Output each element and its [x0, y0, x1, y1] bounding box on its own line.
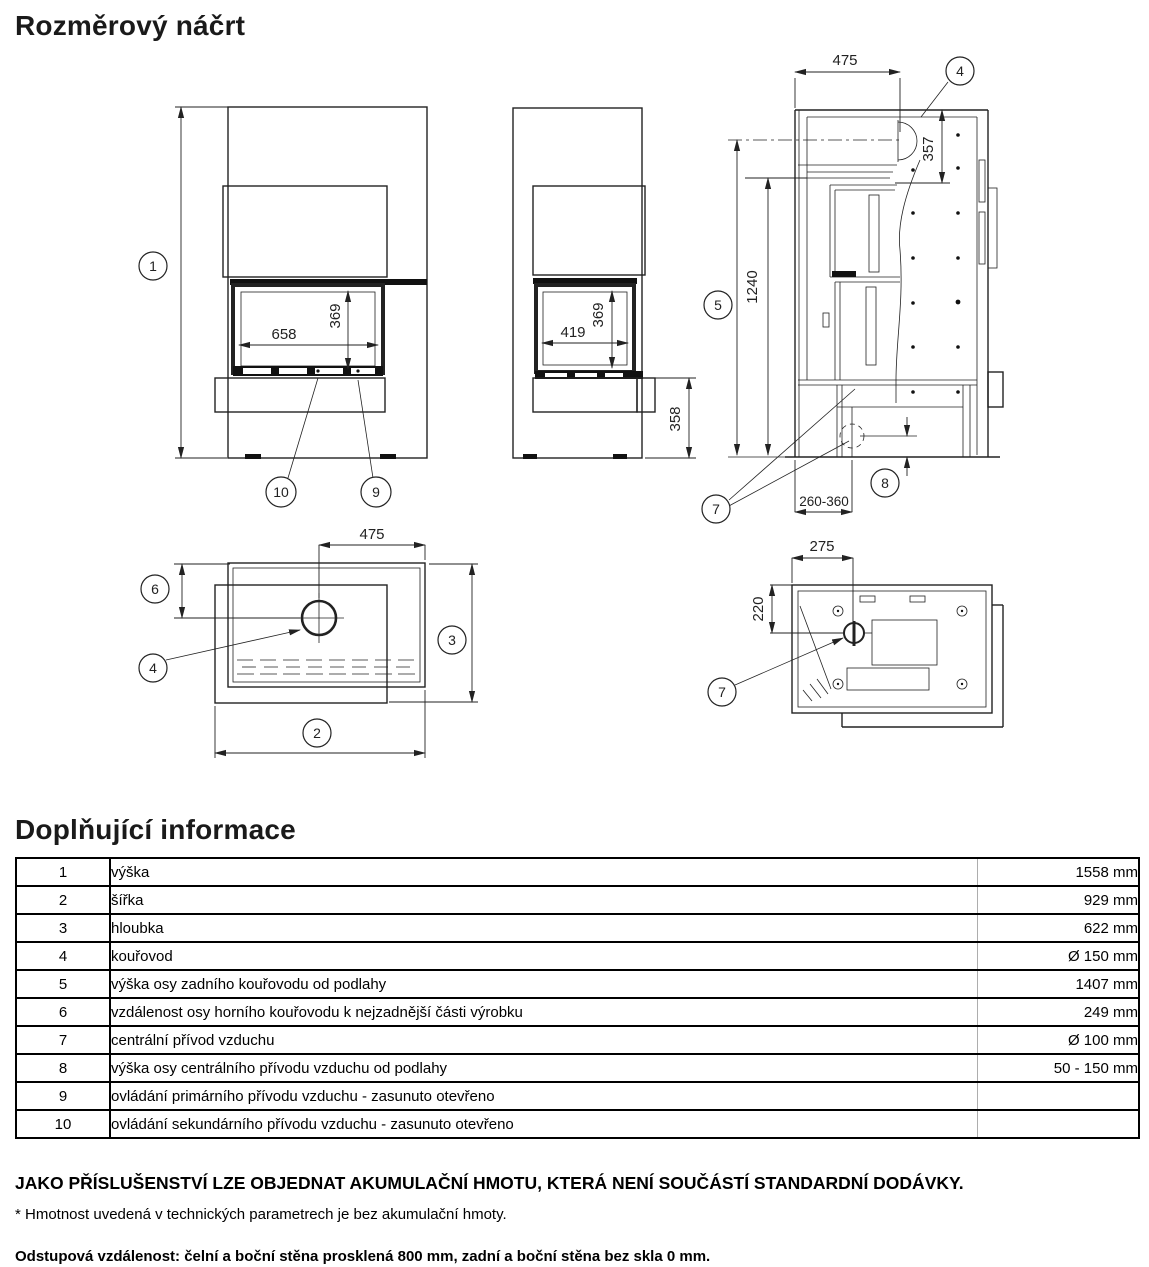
row-label: ovládání primárního přívodu vzduchu - zasunuto otevřeno — [110, 1082, 978, 1110]
row-label: kouřovod — [110, 942, 978, 970]
svg-text:6: 6 — [151, 581, 159, 597]
table-row — [16, 942, 1139, 970]
callout-7 — [702, 495, 730, 523]
row-number: 8 — [16, 1054, 110, 1082]
svg-text:3: 3 — [448, 632, 456, 648]
row-value: 1558 mm — [978, 858, 1140, 886]
callout-6 — [141, 575, 169, 603]
row-number: 3 — [16, 914, 110, 942]
callout-7-bottom — [708, 678, 736, 706]
row-value — [978, 1110, 1140, 1138]
row-value: 1407 mm — [978, 970, 1140, 998]
row-label: ovládání sekundárního přívodu vzduchu - zasunuto otevřeno — [110, 1110, 978, 1138]
row-value: 622 mm — [978, 914, 1140, 942]
callout-3 — [438, 626, 466, 654]
section-title: Doplňující informace — [15, 814, 296, 845]
row-value: 929 mm — [978, 886, 1140, 914]
table-row — [16, 1110, 1139, 1138]
svg-text:9: 9 — [372, 484, 380, 500]
distance-note: Odstupová vzdálenost: čelní a boční stěna prosklená 800 mm, zadní a boční stěna bez skla 0 mm. — [15, 1248, 711, 1265]
rivet-dots — [911, 133, 960, 394]
row-number: 9 — [16, 1082, 110, 1110]
row-label: výška osy zadního kouřovodu od podlahy — [110, 970, 978, 998]
svg-text:1: 1 — [149, 258, 157, 274]
row-value — [978, 1082, 1140, 1110]
rear-top-depth-dim: 475 — [832, 52, 858, 69]
callout-9 — [361, 477, 391, 507]
row-number: 5 — [16, 970, 110, 998]
table-row — [16, 886, 1139, 914]
row-number: 10 — [16, 1110, 110, 1138]
bottom-air-x-dim: 275 — [809, 538, 835, 555]
rear-section-view — [702, 52, 1003, 523]
table-row — [16, 1026, 1139, 1054]
bottom-air-y-dim: 220 — [750, 596, 767, 622]
row-number: 2 — [16, 886, 110, 914]
front-width-dim: 658 — [271, 326, 297, 343]
callout-10 — [266, 477, 296, 507]
row-label: výška — [110, 858, 978, 886]
table-row — [16, 914, 1139, 942]
row-label: šířka — [110, 886, 978, 914]
callout-8 — [871, 469, 899, 497]
row-value: Ø 100 mm — [978, 1026, 1140, 1054]
side-height-dim: 369 — [590, 302, 607, 328]
row-number: 7 — [16, 1026, 110, 1054]
callout-1 — [139, 252, 167, 280]
page-title: Rozměrový náčrt — [15, 10, 246, 41]
top-view — [139, 526, 478, 758]
callout-5 — [704, 291, 732, 319]
table-row — [16, 998, 1139, 1026]
callout-4 — [946, 57, 974, 85]
callout-2 — [303, 719, 331, 747]
row-value: Ø 150 mm — [978, 942, 1140, 970]
row-number: 4 — [16, 942, 110, 970]
table-row — [16, 1054, 1139, 1082]
svg-text:10: 10 — [273, 484, 289, 500]
svg-text:2: 2 — [313, 725, 321, 741]
row-number: 6 — [16, 998, 110, 1026]
row-label: hloubka — [110, 914, 978, 942]
front-height-dim: 369 — [327, 303, 344, 329]
accessory-note: JAKO PŘÍSLUŠENSTVÍ LZE OBJEDNAT AKUMULAČNÍ HMOTU, KTERÁ NENÍ SOUČÁSTÍ STANDARDNÍ DODÁVKY. — [15, 1172, 964, 1193]
weight-note: * Hmotnost uvedená v technických parametrech je bez akumulační hmoty. — [15, 1206, 507, 1223]
front-view — [139, 107, 427, 507]
svg-text:4: 4 — [956, 63, 964, 79]
side-view — [513, 108, 696, 459]
rear-flue-offset-dim: 357 — [920, 136, 937, 162]
callout-4-top — [139, 654, 167, 682]
row-label: výška osy centrálního přívodu vzduchu od podlahy — [110, 1054, 978, 1082]
table-row — [16, 1082, 1139, 1110]
svg-text:5: 5 — [714, 297, 722, 313]
top-flue-offset-dim: 475 — [359, 526, 385, 543]
svg-text:7: 7 — [718, 684, 726, 700]
svg-text:4: 4 — [149, 660, 157, 676]
table-row — [16, 858, 1139, 886]
row-number: 1 — [16, 858, 110, 886]
row-label: vzdálenost osy horního kouřovodu k nejzadnější části výrobku — [110, 998, 978, 1026]
side-base-dim: 358 — [667, 406, 684, 432]
row-label: centrální přívod vzduchu — [110, 1026, 978, 1054]
row-value: 50 - 150 mm — [978, 1054, 1140, 1082]
rear-range-dim: 260-360 — [799, 494, 849, 509]
info-table — [15, 857, 1140, 1139]
table-row — [16, 970, 1139, 998]
svg-text:7: 7 — [712, 501, 720, 517]
row-value: 249 mm — [978, 998, 1140, 1026]
bottom-view — [708, 538, 1003, 727]
svg-text:8: 8 — [881, 475, 889, 491]
rear-height-dim: 1240 — [744, 270, 761, 304]
side-width-dim: 419 — [560, 324, 586, 341]
